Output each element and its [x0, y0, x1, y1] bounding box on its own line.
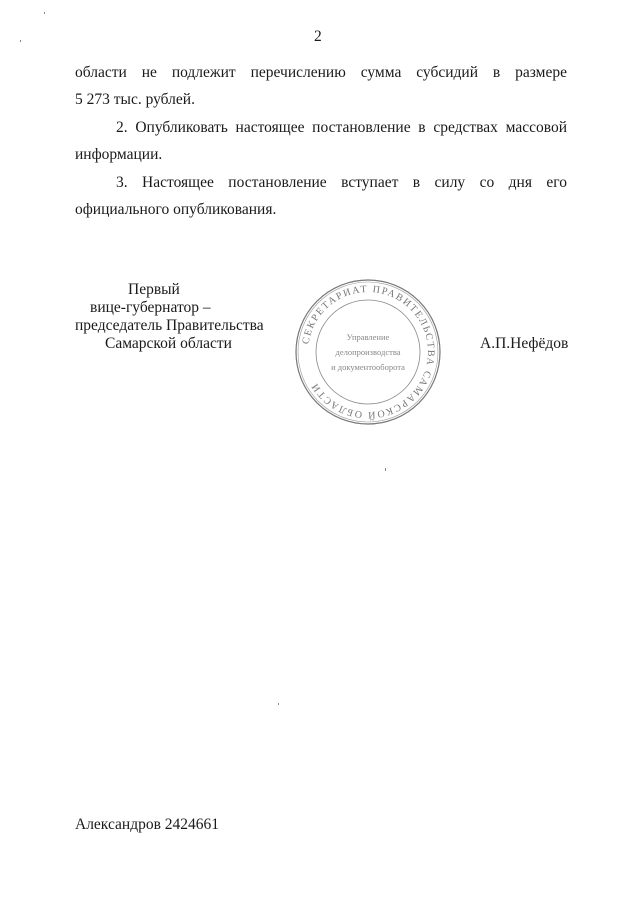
signatory-name: А.П.Нефёдов	[480, 335, 569, 352]
paragraph-3-line-2: официального опубликования.	[75, 201, 277, 218]
scan-speck	[44, 12, 45, 14]
page-number: 2	[314, 28, 322, 45]
signatory-title-line-3: председатель Правительства	[75, 317, 264, 334]
signatory-title-line-2: вице-губернатор –	[90, 299, 211, 316]
executor-contact: Александров 2424661	[75, 816, 220, 833]
scan-speck	[385, 468, 386, 471]
signatory-title-line-4: Самарской области	[105, 335, 232, 352]
svg-text:и документооборота: и документооборота	[331, 362, 405, 372]
scan-speck	[278, 703, 279, 705]
scan-speck	[20, 40, 21, 42]
svg-text:СЕКРЕТАРИАТ ПРАВИТЕЛЬСТВА САМА: СЕКРЕТАРИАТ ПРАВИТЕЛЬСТВА САМАРСКОЙ ОБЛАСТИ	[300, 283, 437, 421]
paragraph-3-line-1: 3. Настоящее постановление вступает в силу со дня его	[116, 174, 567, 191]
svg-text:Управление: Управление	[346, 332, 390, 342]
paragraph-2-line-2: информации.	[75, 146, 163, 163]
paragraph-1-line-1: области не подлежит перечислению сумма субсидий в размере	[75, 64, 567, 81]
official-stamp	[292, 276, 444, 428]
paragraph-1-line-2: 5 273 тыс. рублей.	[75, 91, 195, 108]
paragraph-2-line-1: 2. Опубликовать настоящее постановление в средствах массовой	[116, 119, 567, 136]
svg-text:делопроизводства: делопроизводства	[335, 347, 401, 357]
signatory-title-line-1: Первый	[128, 281, 180, 298]
